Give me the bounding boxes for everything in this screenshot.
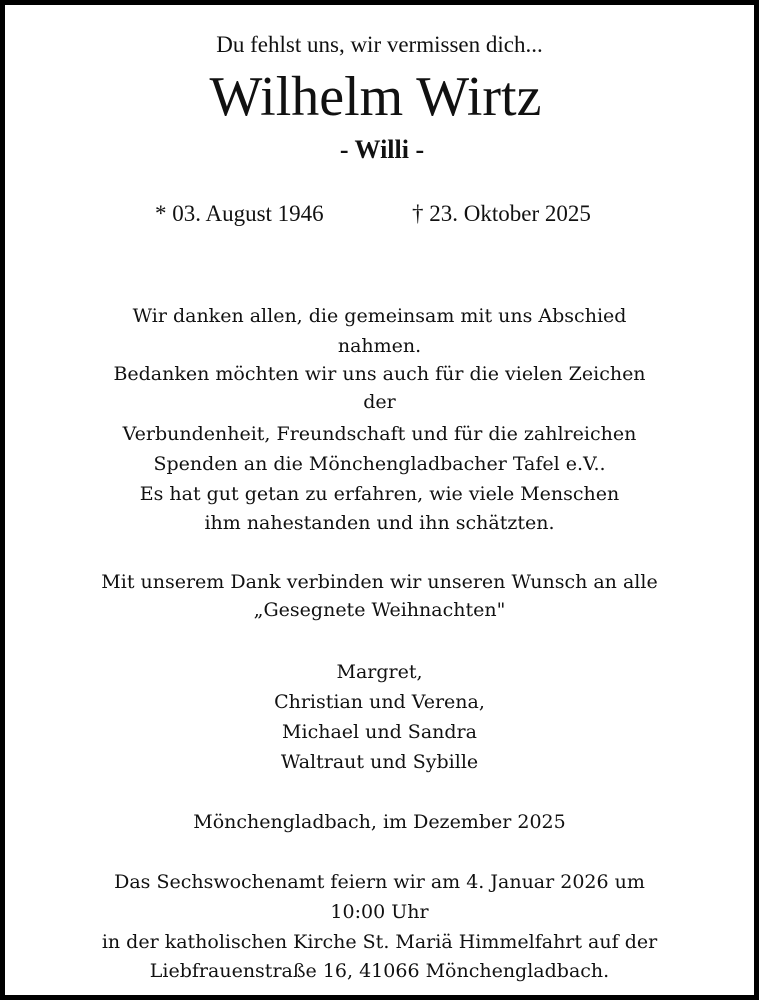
- thanks-line: Bedanken möchten wir uns auch für die vielen Zeichen: [113, 363, 646, 385]
- service-line: in der katholischen Kirche St. Mariä Himmelfahrt auf der: [101, 931, 658, 953]
- intro-line: Du fehlst uns, wir vermissen dich...: [216, 32, 543, 57]
- wish-line: „Gesegnete Weihnachten": [253, 599, 506, 621]
- service-line: Das Sechswochenamt feiern wir am 4. Januar 2026 um: [114, 871, 645, 893]
- service-line: Liebfrauenstraße 16, 41066 Mönchengladbach.: [149, 960, 610, 982]
- thanks-line: Spenden an die Mönchengladbacher Tafel e.V..: [153, 453, 606, 475]
- family-member: Michael und Sandra: [282, 721, 477, 743]
- family-member: Waltraut und Sybille: [280, 751, 479, 773]
- wish-line: Mit unserem Dank verbinden wir unseren Wunsch an alle: [101, 571, 658, 593]
- thanks-line: der: [363, 391, 396, 413]
- thanks-line: nahmen.: [337, 335, 422, 357]
- thanks-line: Es hat gut getan zu erfahren, wie viele Menschen: [139, 483, 620, 505]
- thanks-line: Verbundenheit, Freundschaft und für die zahlreichen: [122, 423, 637, 445]
- thanks-line: ihm nahestanden und ihn schätzten.: [204, 512, 555, 534]
- place-date: Mönchengladbach, im Dezember 2025: [193, 811, 566, 833]
- thanks-line: Wir danken allen, die gemeinsam mit uns Abschied: [132, 305, 627, 327]
- nickname: - Willi -: [339, 135, 425, 164]
- death-date: † 23. Oktober 2025: [412, 201, 591, 226]
- deceased-name: Wilhelm Wirtz: [209, 66, 542, 128]
- family-member: Christian und Verena,: [274, 691, 485, 713]
- birth-date: * 03. August 1946: [155, 201, 324, 226]
- family-member: Margret,: [336, 661, 423, 683]
- service-line: 10:00 Uhr: [330, 901, 429, 923]
